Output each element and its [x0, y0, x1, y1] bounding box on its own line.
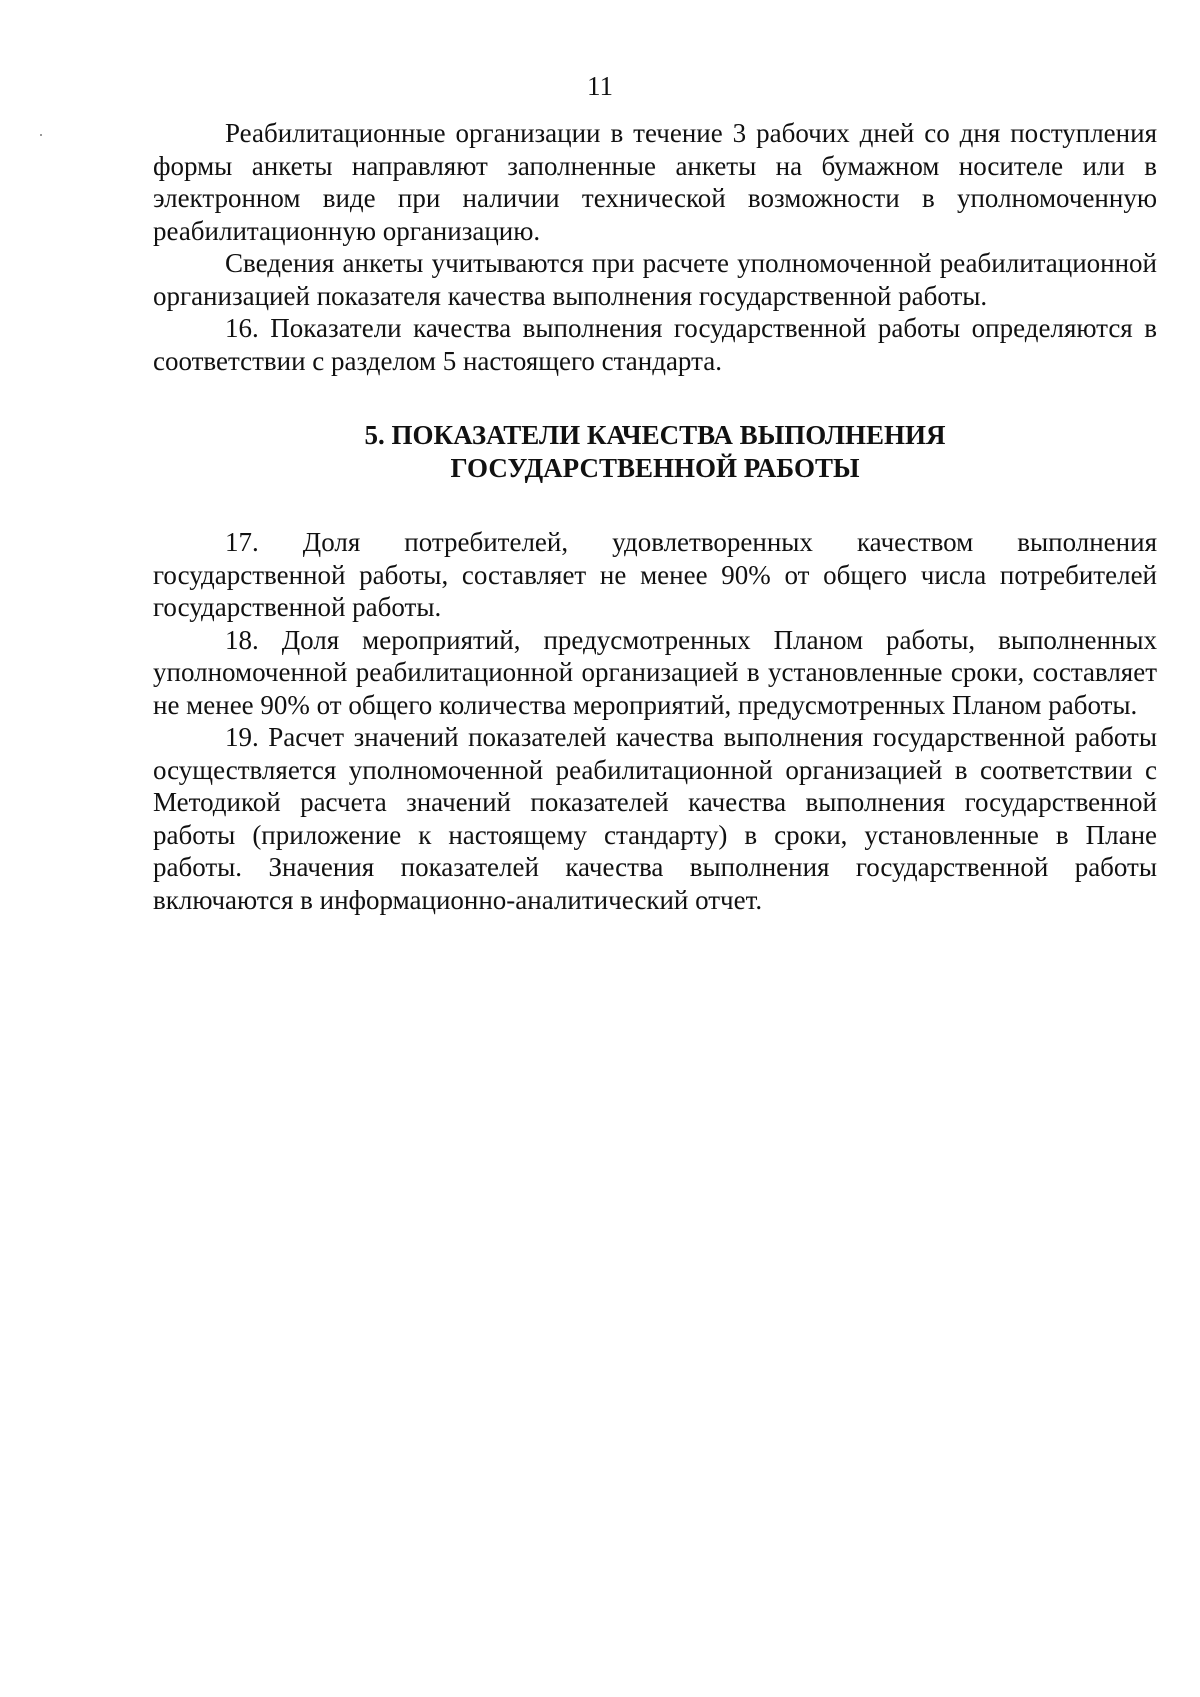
page-number: 11	[587, 71, 613, 101]
scan-speck	[40, 134, 42, 136]
section-heading-line-1: 5. ПОКАЗАТЕЛИ КАЧЕСТВА ВЫПОЛНЕНИЯ	[364, 420, 946, 450]
paragraph-item-16: 16. Показатели качества выполнения государственной работы определяются в соответствии с разделом 5 настоящего стандарта.	[153, 313, 1157, 376]
paragraph-rehab-forms: Реабилитационные организации в течение 3 рабочих дней со дня поступления формы анкеты направляют заполненные анкеты на бумажном носителе или в электронном виде при наличии технической возможности в уполномоченную реабилитационную организацию.	[153, 118, 1157, 246]
document-body	[153, 117, 1157, 916]
section-heading-line-2: ГОСУДАРСТВЕННОЙ РАБОТЫ	[450, 452, 860, 483]
paragraph-item-17: 17. Доля потребителей, удовлетворенных качеством выполнения государственной работы, составляет не менее 90% от общего числа потребителей государственной работы.	[153, 527, 1157, 622]
paragraph-item-18: 18. Доля мероприятий, предусмотренных Планом работы, выполненных уполномоченной реабилитационной организацией в установленные сроки, составляет не менее 90% от общего количества мероприятий, предусмотренных Планом работы.	[153, 624, 1157, 720]
paragraph-item-19: 19. Расчет значений показателей качества выполнения государственной работы осуществляется уполномоченной реабилитационной организацией в соответствии с Методикой расчета значений показателей качества выполнения государственной работы (приложение к настоящему стандарту) в сроки, установленные в Плане работы. Значения показателей качества выполнения государственной работы включаются в информационно-аналитический отчет.	[153, 722, 1157, 915]
section-heading	[153, 419, 1157, 484]
paragraph-survey-data: Сведения анкеты учитываются при расчете уполномоченной реабилитационной организацией показателя качества выполнения государственной работы.	[153, 248, 1157, 311]
